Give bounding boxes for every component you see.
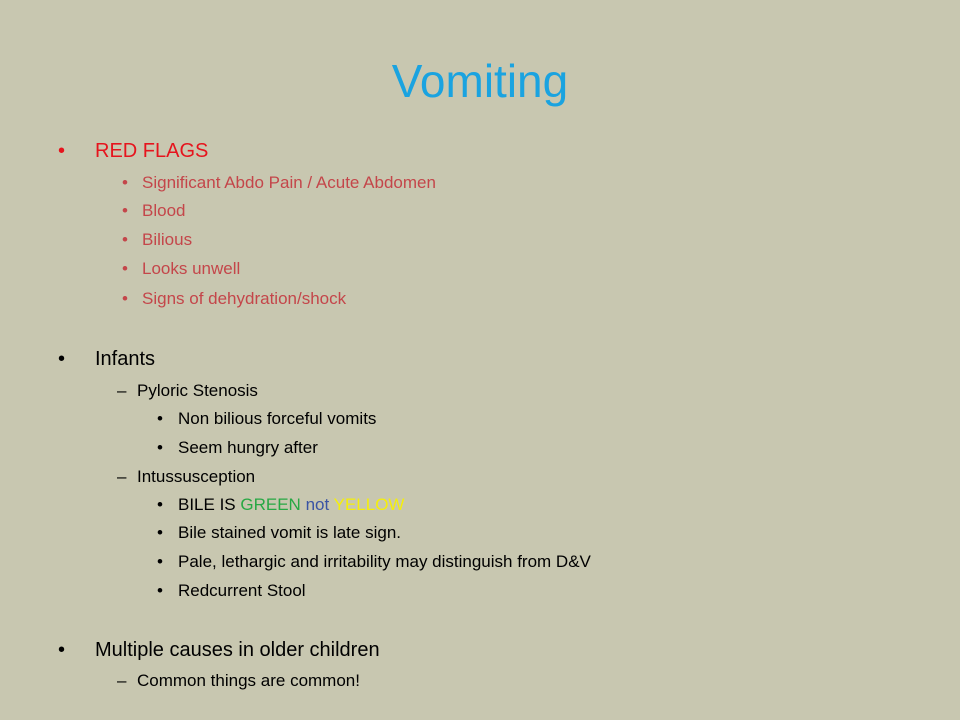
intussusception-item: Pale, lethargic and irritability may distinguish from D&V [178,552,591,571]
pyloric-item: Non bilious forceful vomits [178,409,377,428]
bullet-dot: • [157,409,163,428]
red-flag-item: Blood [142,201,186,220]
pyloric-item: Seem hungry after [178,438,318,457]
red-flag-item: Looks unwell [142,259,241,278]
red-flag-item: Significant Abdo Pain / Acute Abdomen [142,173,436,192]
bullet-dot: • [157,581,163,600]
bile-color-line [178,496,404,513]
bile-text-green: GREEN [240,495,301,514]
bullet-dot: • [58,140,66,162]
dash-marker: – [117,381,127,400]
bullet-dot: • [157,523,163,542]
bullet-dot: • [58,639,66,661]
red-flag-item: Signs of dehydration/shock [142,289,347,308]
bullet-dot: • [157,552,163,571]
older-children-item: Common things are common! [137,671,360,690]
bile-text-yellow: YELLOW [333,495,405,514]
dash-marker: – [117,671,127,690]
bullet-dot: • [122,289,128,308]
bile-text-part: BILE IS [178,495,241,514]
bile-text-not: not [300,495,334,514]
bullet-dot: • [157,495,163,514]
dash-marker: – [117,467,127,486]
intussusception-item: Redcurrent Stool [178,581,306,600]
bullet-dot: • [122,230,128,249]
bullet-dot: • [122,173,128,192]
red-flag-item: Bilious [142,230,193,249]
slide-title: Vomiting [391,55,569,107]
older-children-heading: Multiple causes in older children [95,639,380,661]
bullet-dot: • [157,438,163,457]
bullet-dot: • [122,259,128,278]
bullet-dot: • [58,348,66,370]
red-flags-heading: RED FLAGS [95,140,209,162]
infants-heading: Infants [95,348,156,370]
bullet-dot: • [122,201,128,220]
intussusception-heading: Intussusception [137,467,256,486]
intussusception-item: Bile stained vomit is late sign. [178,523,401,542]
pyloric-heading: Pyloric Stenosis [137,381,258,400]
